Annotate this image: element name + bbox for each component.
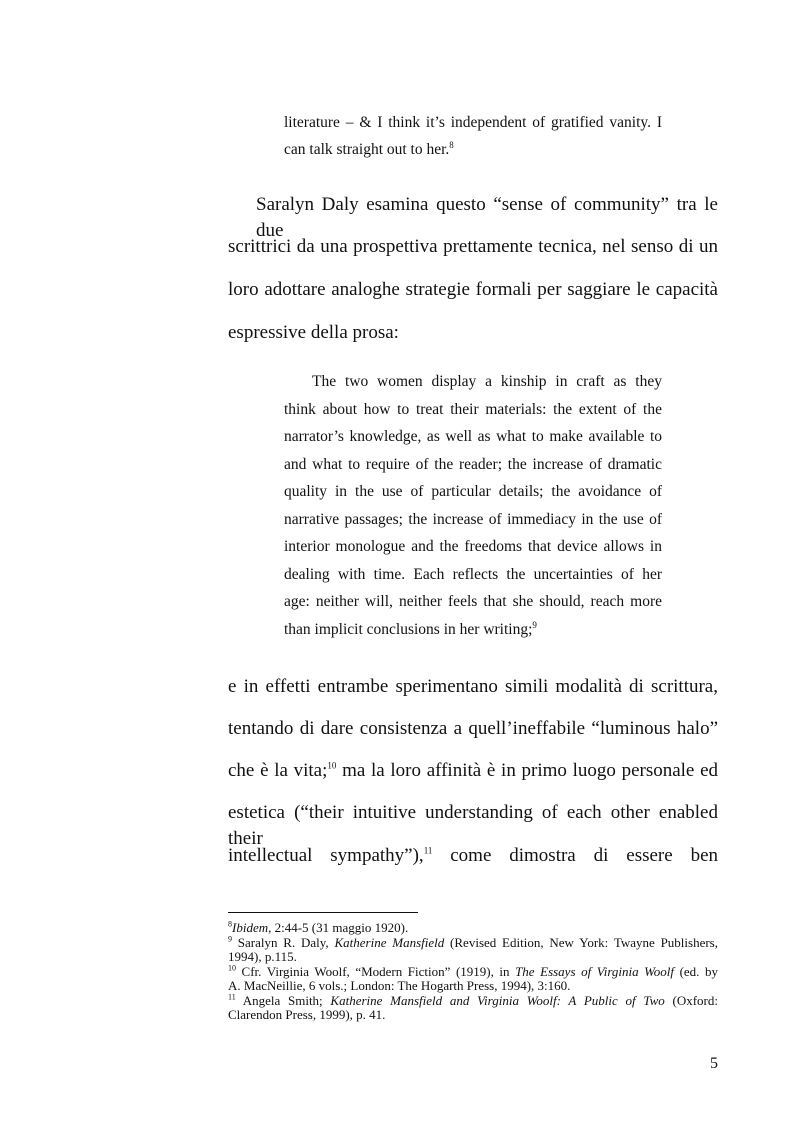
block-quote-line-9: age: neither will, neither feels that she should, reach more bbox=[284, 593, 662, 610]
para1-line-1: Saralyn Daly esamina questo “sense of community” tra le due bbox=[256, 194, 718, 241]
para1-line-2: scrittrici da una prospettiva prettamente tecnica, nel senso di un bbox=[228, 236, 718, 257]
para2-line-5: intellectual sympathy”),$^{11}$ come dimostra di essere ben bbox=[228, 845, 718, 866]
footnote-9: $^9$ Saralyn R. Daly, Katherine Mansfield (Revised Edition, New York: Twayne Publishers, 1994), p.115. bbox=[228, 934, 718, 964]
para2-line-3: che è la vita;$^{10}$ ma la loro affinità è in primo luogo personale ed bbox=[228, 760, 718, 781]
para2-line-2: tentando di dare consistenza a quell’ineffabile “luminous halo” bbox=[228, 718, 718, 739]
block-quote-line-2: think about how to treat their materials: the extent of the bbox=[284, 400, 662, 418]
footnote-10: $^{10}$ Cfr. Virginia Woolf, “Modern Fiction” (1919), in The Essays of Virginia Woolf (ed. by A. MacNeillie, 6 vols.; London: The Hogarth Press, 1994), 3:160. bbox=[228, 963, 718, 993]
block-quote-line-1: The two women display a kinship in craft as they bbox=[312, 373, 662, 390]
block-quote-line-10: than implicit conclusions in her writing;$^9$ bbox=[284, 619, 537, 638]
footnote-8: $^8$Ibidem, 2:44-5 (31 maggio 1920). bbox=[228, 919, 409, 935]
para2-line-1: e in effetti entrambe sperimentano simili modalità di scrittura, bbox=[228, 676, 718, 697]
footnote-separator bbox=[228, 912, 418, 913]
block-quote-line-3: narrator’s knowledge, as well as what to make available to bbox=[284, 428, 662, 445]
top-quote-line-1: literature – & I think it’s independent of gratified vanity. I bbox=[284, 114, 662, 131]
para1-line-4: espressive della prosa: bbox=[228, 322, 399, 343]
para1-line-3: loro adottare analoghe strategie formali per saggiare le capacità bbox=[228, 279, 718, 300]
block-quote-line-7: interior monologue and the freedoms that device allows in bbox=[284, 538, 662, 555]
top-quote-line-2: can talk straight out to her.$^8$ bbox=[284, 139, 454, 158]
block-quote-line-5: quality in the use of particular details; the avoidance of bbox=[284, 483, 662, 500]
block-quote-line-4: and what to require of the reader; the increase of dramatic bbox=[284, 455, 662, 473]
block-quote-line-6: narrative passages; the increase of immediacy in the use of bbox=[284, 510, 662, 528]
footnote-ref-8[interactable]: 8 bbox=[449, 139, 454, 150]
page-number: 5 bbox=[710, 1055, 718, 1072]
block-quote-line-8: dealing with time. Each reflects the uncertainties of her bbox=[284, 565, 662, 583]
footnote-ref-11[interactable]: 11 bbox=[423, 845, 433, 856]
footnote-11: $^{11}$ Angela Smith; Katherine Mansfield and Virginia Woolf: A Public of Two (Oxford: Clarendon Press, 1999), p. 41. bbox=[228, 992, 718, 1022]
footnote-ref-10[interactable]: 10 bbox=[327, 760, 337, 771]
para2-line-4: estetica (“their intuitive understanding of each other enabled their bbox=[228, 802, 718, 849]
footnote-ref-9[interactable]: 9 bbox=[532, 619, 537, 630]
